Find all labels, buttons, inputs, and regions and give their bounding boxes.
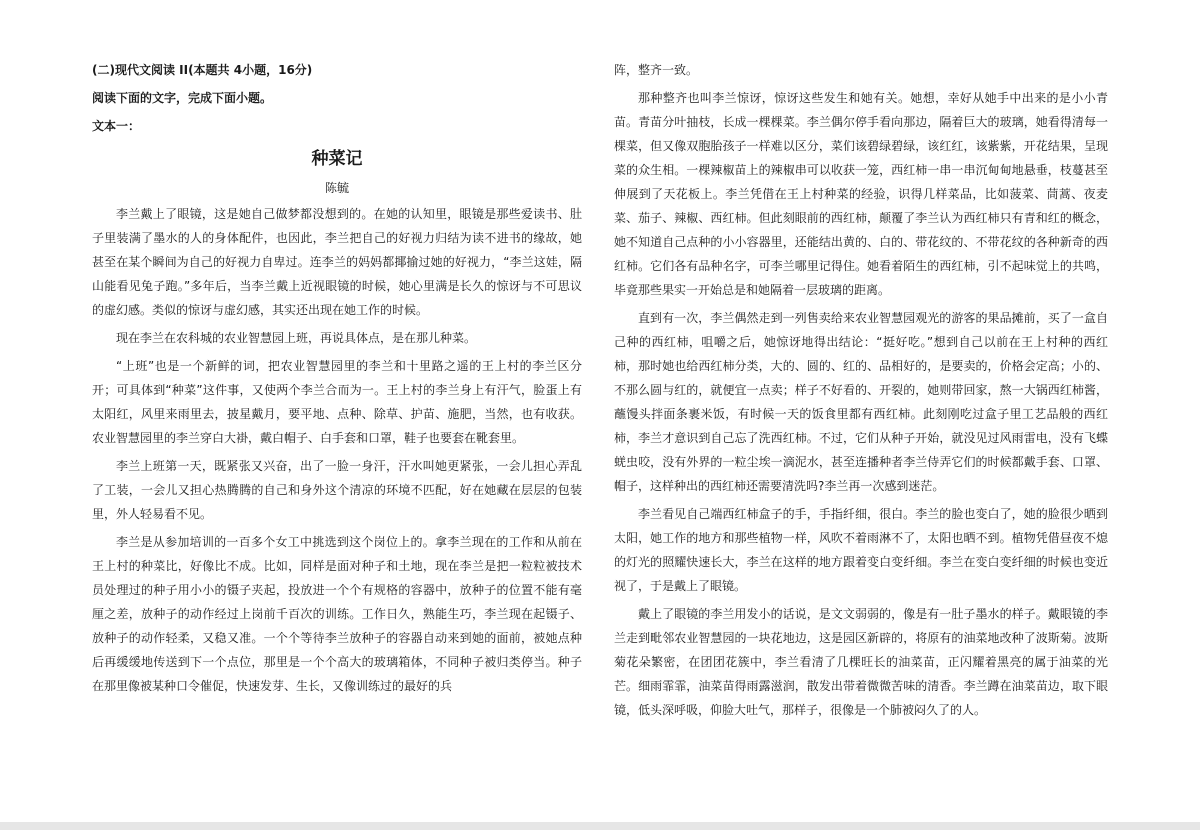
paragraph-3: “上班”也是一个新鲜的词，把农业智慧园里的李兰和十里路之遥的王上村的李兰区分开；可具体到“种菜”这件事，又使两个李兰合而为一。王上村的李兰身上有汗气，脸蛋上有太阳红，风里来雨里去，披星戴月，要平地、点种、除草、护苗、施肥，当然，也有收获。农业智慧园里的李兰穿白大褂，戴白帽子、白手套和口罩，鞋子也要套在靴套里。	[92, 359, 582, 445]
article-author: 陈毓	[324, 181, 349, 195]
paragraph-10: 戴上了眼镜的李兰用发小的话说，是文文弱弱的，像是有一肚子墨水的样子。戴眼镜的李兰走到毗邻农业智慧园的一块花地边，这是园区新辟的，将原有的油菜地改种了波斯菊。波斯菊花朵繁密，在团团花簇中，李兰看清了几棵旺长的油菜苗，正闪耀着黑亮的属于油菜的光芒。细雨霏霏，油菜苗得雨露滋润，散发出带着微微苦味的清香。李兰蹲在油菜苗边，取下眼镜，低头深呼吸，仰脸大吐气，那样子，很像是一个肺被闷久了的人。	[614, 607, 1108, 717]
paragraph-9: 李兰看见自己端西红柿盒子的手，手指纤细，很白。李兰的脸也变白了，她的脸很少晒到太阳，她工作的地方和那些植物一样，风吹不着雨淋不了，太阳也晒不到。植物凭借昼夜不熄的灯光的照耀快速长大，李兰在这样的地方跟着变白变纤细。李兰在变白变纤细的时候也变近视了，于是戴上了眼镜。	[614, 507, 1108, 593]
paragraph-4: 李兰上班第一天，既紧张又兴奋，出了一脸一身汗，汗水叫她更紧张，一会儿担心弄乱了工装，一会儿又担心热腾腾的自己和身外这个清凉的环境不匹配，好在她藏在层层的包装里，外人轻易看不见。	[92, 459, 582, 521]
right-column	[614, 58, 1108, 726]
left-column	[92, 58, 582, 702]
paragraph-2: 现在李兰在农科城的农业智慧园上班，再说具体点，是在那儿种菜。	[116, 331, 477, 345]
paragraph-1: 李兰戴上了眼镜，这是她自己做梦都没想到的。在她的认知里，眼镜是那些爱读书、肚子里装满了墨水的人的身体配件，也因此，李兰把自己的好视力归结为读不进书的缘故，她甚至在某个瞬间为自己的好视力自卑过。连李兰的妈妈都揶揄过她的好视力，“李兰这娃，隔山能看见兔子跑。”多年后，当李兰戴上近视眼镜的时候，她心里满是长久的惊讶与不可思议的虚幻感。类似的惊讶与虚幻感，其实还出现在她工作的时候。	[92, 207, 582, 317]
section-heading: (二)现代文阅读 II(本题共 4小题，16分)	[92, 63, 313, 77]
paragraph-6: 阵，整齐一致。	[614, 63, 699, 77]
page-bottom-edge	[0, 822, 1200, 830]
article-title: 种菜记	[311, 149, 363, 169]
instruction-text: 阅读下面的文字，完成下面小题。	[92, 91, 273, 105]
paragraph-7: 那种整齐也叫李兰惊讶，惊讶这些发生和她有关。她想，幸好从她手中出来的是小小青苗。青苗分叶抽枝，长成一棵棵菜。李兰偶尔停手看向那边，隔着巨大的玻璃，她看得清每一棵菜，但又像双胞胎孩子一样难以区分，菜们该碧绿碧绿，该红红，该紫紫，开花结果，呈现菜的众生相。一棵辣椒苗上的辣椒串可以收获一笼，西红柿一串一串沉甸甸地悬垂，枝蔓甚至伸展到了天花板上。李兰凭借在王上村种菜的经验，识得几样菜品，比如菠菜、茼蒿、夜麦菜、茄子、辣椒、西红柿。但此刻眼前的西红柿，颠覆了李兰认为西红柿只有青和红的概念，她不知道自己点种的小小容器里，还能结出黄的、白的、带花纹的、不带花纹的各种新奇的西红柿。它们各有品种名字，可李兰哪里记得住。她看着陌生的西红柿，引不起味觉上的共鸣，毕竟那些果实一开始总是和她隔着一层玻璃的距离。	[614, 91, 1108, 297]
paragraph-5: 李兰是从参加培训的一百多个女工中挑选到这个岗位上的。拿李兰现在的工作和从前在王上村的种菜比，好像比不成。比如，同样是面对种子和土地，现在李兰是把一粒粒被技术员处理过的种子用小小的镊子夹起，投放进一个个有规格的容器中，放种子的位置不能有毫厘之差，放种子的动作经过上岗前千百次的训练。工作日久，熟能生巧，李兰现在起镊子、放种子的动作轻柔，又稳又准。一个个等待李兰放种子的容器自动来到她的面前，被她点种后再缓缓地传送到下一个点位，那里是一个个高大的玻璃箱体，不同种子被归类停当。种子在那里像被某种口令催促，快速发芽、生长，又像训练过的最好的兵	[92, 535, 582, 693]
paragraph-8: 直到有一次，李兰偶然走到一列售卖给来农业智慧园观光的游客的果品摊前，买了一盒自己种的西红柿，咀嚼之后，她惊讶地得出结论：“挺好吃。”想到自己以前在王上村种的西红柿，那时她也给西红柿分类，大的、圆的、红的、品相好的，是要卖的，价格会定高；小的、不那么圆与红的，就便宜一点卖；样子不好看的、开裂的，她则带回家，熬一大锅西红柿酱，蘸馒头拌面条裹米饭，有时候一天的饭食里都有西红柿。此刻刚吃过盒子里工艺品般的西红柿，李兰才意识到自己忘了洗西红柿。不过，它们从种子开始，就没见过风雨雷电，没有飞蝶蜣虫咬，没有外界的一粒尘埃一滴泥水，甚至连播种者李兰侍弄它们的时候都戴手套、口罩、帽子，这样种出的西红柿还需要清洗吗?李兰再一次感到迷茫。	[614, 311, 1108, 493]
text-label: 文本一：	[92, 119, 141, 133]
